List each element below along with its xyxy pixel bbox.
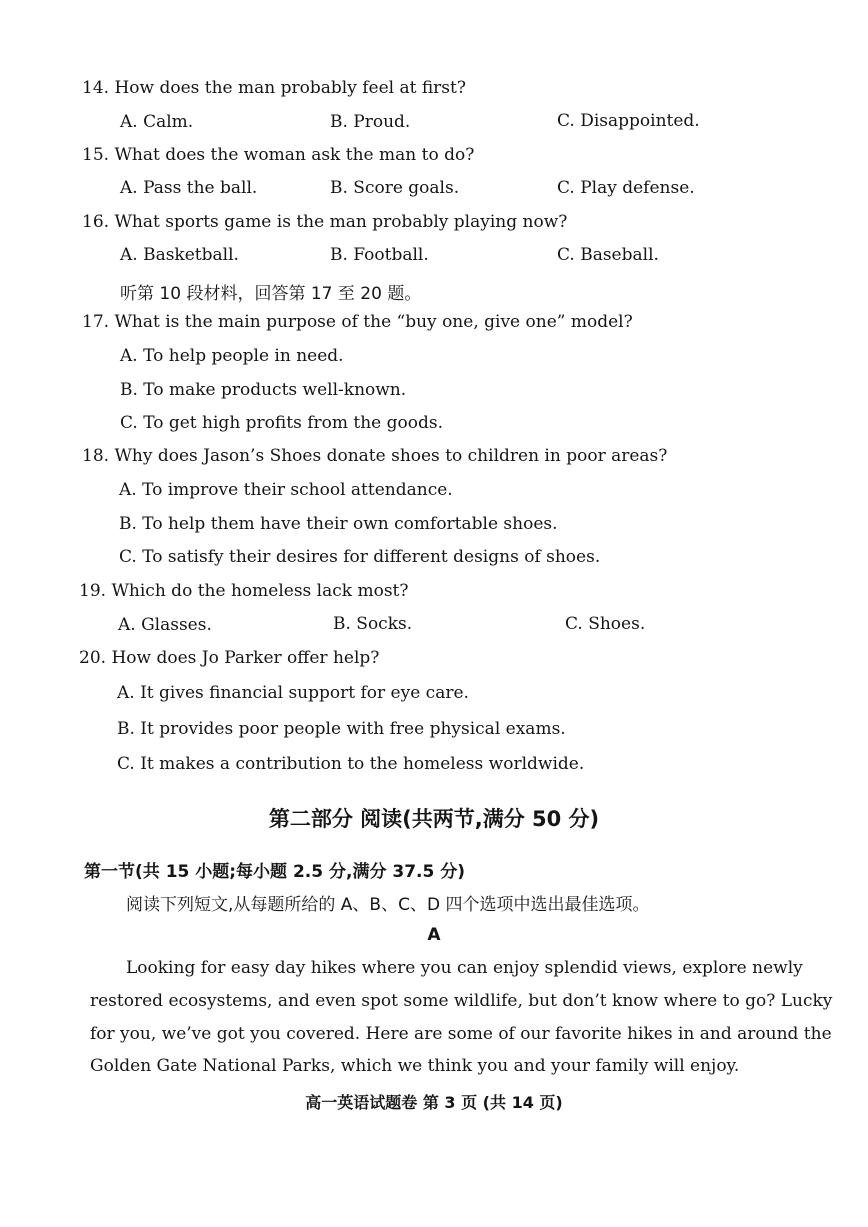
section-one-instruction: 阅读下列短文,从每题所给的 A、B、C、D 四个选项中选出最佳选项。 bbox=[126, 895, 650, 915]
option-15-c: C. Play defense. bbox=[557, 178, 695, 198]
option-17-c: C. To get high profits from the goods. bbox=[120, 413, 443, 433]
passage-line-3: for you, we’ve got you covered. Here are some of our favorite hikes in and around the bbox=[90, 1024, 832, 1044]
question-16 bbox=[82, 212, 567, 232]
question-text: What is the main purpose of the “buy one, give one” model? bbox=[114, 312, 633, 332]
option-18-a: A. To improve their school attendance. bbox=[119, 480, 453, 500]
question-text: How does the man probably feel at first? bbox=[114, 78, 466, 98]
question-text: How does Jo Parker offer help? bbox=[111, 648, 380, 668]
option-17-a: A. To help people in need. bbox=[120, 346, 344, 366]
section-one-heading: 第一节(共 15 小题;每小题 2.5 分,满分 37.5 分) bbox=[84, 862, 466, 882]
question-text: Which do the homeless lack most? bbox=[111, 581, 409, 601]
passage-line-4: Golden Gate National Parks, which we think you and your family will enjoy. bbox=[90, 1056, 740, 1076]
question-14 bbox=[82, 78, 466, 98]
option-19-a: A. Glasses. bbox=[118, 615, 212, 635]
option-15-a: A. Pass the ball. bbox=[120, 178, 258, 198]
option-19-c: C. Shoes. bbox=[565, 614, 646, 634]
option-16-c: C. Baseball. bbox=[557, 245, 659, 265]
option-15-b: B. Score goals. bbox=[330, 178, 460, 198]
question-number: 18. bbox=[82, 446, 110, 466]
question-text: What sports game is the man probably playing now? bbox=[114, 212, 568, 232]
question-20 bbox=[79, 648, 379, 668]
passage-line-2: restored ecosystems, and even spot some wildlife, but don’t know where to go? Lucky bbox=[90, 991, 833, 1011]
listening-instruction: 听第 10 段材料，回答第 17 至 20 题。 bbox=[120, 284, 422, 304]
question-number: 19. bbox=[79, 581, 107, 601]
option-16-a: A. Basketball. bbox=[120, 245, 239, 265]
question-19 bbox=[79, 581, 409, 601]
question-17 bbox=[82, 312, 633, 332]
option-16-b: B. Football. bbox=[330, 245, 429, 265]
question-number: 14. bbox=[82, 78, 110, 98]
option-14-c: C. Disappointed. bbox=[557, 111, 700, 131]
question-15 bbox=[82, 145, 474, 165]
question-number: 20. bbox=[79, 648, 107, 668]
option-20-b: B. It provides poor people with free physical exams. bbox=[117, 719, 566, 739]
option-20-a: A. It gives financial support for eye care. bbox=[117, 683, 469, 703]
question-number: 17. bbox=[82, 312, 110, 332]
question-18 bbox=[82, 446, 667, 466]
question-number: 16. bbox=[82, 212, 110, 232]
question-text: What does the woman ask the man to do? bbox=[114, 145, 475, 165]
passage-label: A bbox=[427, 925, 441, 945]
option-19-b: B. Socks. bbox=[333, 614, 413, 634]
question-number: 15. bbox=[82, 145, 110, 165]
option-20-c: C. It makes a contribution to the homeless worldwide. bbox=[117, 754, 585, 774]
option-14-b: B. Proud. bbox=[330, 112, 411, 132]
option-18-c: C. To satisfy their desires for different designs of shoes. bbox=[119, 547, 601, 567]
passage-line-1: Looking for easy day hikes where you can enjoy splendid views, explore newly bbox=[126, 958, 803, 978]
question-text: Why does Jason’s Shoes donate shoes to children in poor areas? bbox=[114, 446, 668, 466]
page-footer: 高一英语试题卷 第 3 页 (共 14 页) bbox=[305, 1093, 563, 1112]
option-14-a: A. Calm. bbox=[120, 112, 194, 132]
part-two-heading: 第二部分 阅读(共两节,满分 50 分) bbox=[268, 807, 600, 831]
option-18-b: B. To help them have their own comfortable shoes. bbox=[119, 514, 558, 534]
option-17-b: B. To make products well-known. bbox=[120, 380, 407, 400]
